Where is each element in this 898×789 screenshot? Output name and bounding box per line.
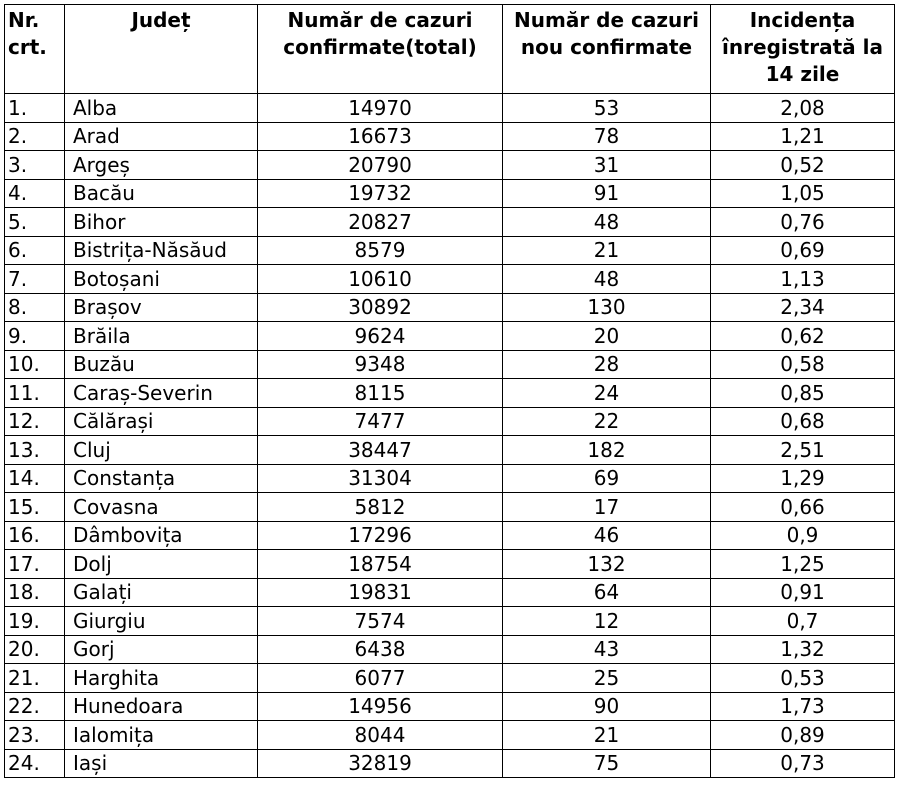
cell-judet: Gorj [65,635,258,664]
cell-total-cases: 38447 [258,436,503,465]
cell-incidence: 0,85 [711,379,895,408]
cell-total-cases: 8579 [258,236,503,265]
cell-nr: 19. [5,607,65,636]
table-row [5,521,895,550]
cell-nr: 15. [5,493,65,522]
cell-total-cases: 6438 [258,635,503,664]
cell-nr: 7. [5,265,65,294]
cell-incidence: 1,25 [711,550,895,579]
cell-incidence: 1,13 [711,265,895,294]
cell-total-cases: 9624 [258,322,503,351]
cell-nr: 24. [5,749,65,778]
cell-total-cases: 20790 [258,151,503,180]
cell-new-cases: 75 [503,749,711,778]
cell-total-cases: 14956 [258,692,503,721]
cell-incidence: 0,53 [711,664,895,693]
cell-judet: Argeș [65,151,258,180]
table-row [5,664,895,693]
header-nr: Nr. crt. [5,5,65,94]
cell-new-cases: 43 [503,635,711,664]
cell-nr: 16. [5,521,65,550]
table-row [5,322,895,351]
cell-judet: Călărași [65,407,258,436]
cell-nr: 14. [5,464,65,493]
cell-incidence: 0,66 [711,493,895,522]
table-row [5,122,895,151]
cell-total-cases: 31304 [258,464,503,493]
cell-total-cases: 7477 [258,407,503,436]
cell-new-cases: 69 [503,464,711,493]
cell-judet: Bistrița-Năsăud [65,236,258,265]
cell-incidence: 0,58 [711,350,895,379]
cell-judet: Cluj [65,436,258,465]
cell-judet: Ialomița [65,721,258,750]
cell-new-cases: 21 [503,236,711,265]
cell-judet: Arad [65,122,258,151]
cell-judet: Brăila [65,322,258,351]
cell-new-cases: 48 [503,208,711,237]
cell-new-cases: 90 [503,692,711,721]
table-row [5,179,895,208]
cell-incidence: 1,21 [711,122,895,151]
cell-judet: Covasna [65,493,258,522]
cell-new-cases: 17 [503,493,711,522]
table-row [5,635,895,664]
cell-judet: Constanța [65,464,258,493]
cell-judet: Dâmbovița [65,521,258,550]
cell-judet: Iași [65,749,258,778]
cell-nr: 9. [5,322,65,351]
cell-total-cases: 9348 [258,350,503,379]
cell-nr: 12. [5,407,65,436]
table-row [5,436,895,465]
cell-incidence: 2,51 [711,436,895,465]
cell-new-cases: 25 [503,664,711,693]
table-row [5,379,895,408]
cell-total-cases: 30892 [258,293,503,322]
cell-nr: 1. [5,94,65,123]
cell-incidence: 1,05 [711,179,895,208]
cell-nr: 11. [5,379,65,408]
cell-nr: 13. [5,436,65,465]
cell-nr: 17. [5,550,65,579]
cell-total-cases: 19732 [258,179,503,208]
cell-judet: Caraș-Severin [65,379,258,408]
cell-new-cases: 12 [503,607,711,636]
cell-judet: Giurgiu [65,607,258,636]
cell-new-cases: 132 [503,550,711,579]
cell-incidence: 0,69 [711,236,895,265]
header-total-cases: Număr de cazuri confirmate(total) [258,5,503,94]
cell-new-cases: 53 [503,94,711,123]
cell-total-cases: 14970 [258,94,503,123]
cell-total-cases: 16673 [258,122,503,151]
table-row [5,493,895,522]
cell-new-cases: 78 [503,122,711,151]
cell-nr: 2. [5,122,65,151]
cell-nr: 6. [5,236,65,265]
cell-new-cases: 28 [503,350,711,379]
cell-nr: 18. [5,578,65,607]
cell-incidence: 2,08 [711,94,895,123]
table-body [5,94,895,778]
cell-incidence: 1,32 [711,635,895,664]
cell-judet: Dolj [65,550,258,579]
table-row [5,94,895,123]
table-row [5,721,895,750]
cell-incidence: 0,7 [711,607,895,636]
cell-judet: Brașov [65,293,258,322]
header-judet: Județ [65,5,258,94]
table-row [5,293,895,322]
cell-new-cases: 24 [503,379,711,408]
table-row [5,265,895,294]
cell-total-cases: 18754 [258,550,503,579]
cell-judet: Bihor [65,208,258,237]
cell-new-cases: 48 [503,265,711,294]
cell-total-cases: 8044 [258,721,503,750]
cell-nr: 10. [5,350,65,379]
cell-nr: 8. [5,293,65,322]
cell-incidence: 0,89 [711,721,895,750]
cell-incidence: 0,68 [711,407,895,436]
table-row [5,692,895,721]
cell-incidence: 0,76 [711,208,895,237]
table-row [5,208,895,237]
cell-incidence: 0,9 [711,521,895,550]
cell-incidence: 0,62 [711,322,895,351]
cell-new-cases: 91 [503,179,711,208]
table-row [5,236,895,265]
cell-judet: Harghita [65,664,258,693]
cell-judet: Alba [65,94,258,123]
covid-cases-table [4,4,895,778]
cell-total-cases: 32819 [258,749,503,778]
table-row [5,151,895,180]
cell-new-cases: 46 [503,521,711,550]
cell-nr: 23. [5,721,65,750]
cell-new-cases: 130 [503,293,711,322]
cell-nr: 5. [5,208,65,237]
cell-judet: Buzău [65,350,258,379]
table-row [5,550,895,579]
cell-new-cases: 182 [503,436,711,465]
cell-nr: 20. [5,635,65,664]
table-row [5,578,895,607]
table-row [5,607,895,636]
cell-new-cases: 20 [503,322,711,351]
table-header [5,5,895,94]
cell-judet: Galați [65,578,258,607]
cell-incidence: 0,52 [711,151,895,180]
table-row [5,407,895,436]
cell-total-cases: 17296 [258,521,503,550]
cell-new-cases: 21 [503,721,711,750]
cell-total-cases: 5812 [258,493,503,522]
cell-judet: Hunedoara [65,692,258,721]
cell-total-cases: 8115 [258,379,503,408]
cell-incidence: 0,91 [711,578,895,607]
cell-total-cases: 19831 [258,578,503,607]
cell-total-cases: 7574 [258,607,503,636]
table-row [5,350,895,379]
cell-judet: Bacău [65,179,258,208]
cell-new-cases: 22 [503,407,711,436]
cell-nr: 21. [5,664,65,693]
cell-nr: 22. [5,692,65,721]
table-row [5,464,895,493]
cell-incidence: 1,73 [711,692,895,721]
table-row [5,749,895,778]
cell-nr: 3. [5,151,65,180]
cell-new-cases: 31 [503,151,711,180]
cell-total-cases: 6077 [258,664,503,693]
cell-incidence: 2,34 [711,293,895,322]
cell-incidence: 0,73 [711,749,895,778]
cell-total-cases: 20827 [258,208,503,237]
cell-judet: Botoșani [65,265,258,294]
header-row [5,5,895,94]
header-incidence: Incidența înregistrată la 14 zile [711,5,895,94]
cell-total-cases: 10610 [258,265,503,294]
header-new-cases: Număr de cazuri nou confirmate [503,5,711,94]
cell-nr: 4. [5,179,65,208]
cell-incidence: 1,29 [711,464,895,493]
cell-new-cases: 64 [503,578,711,607]
